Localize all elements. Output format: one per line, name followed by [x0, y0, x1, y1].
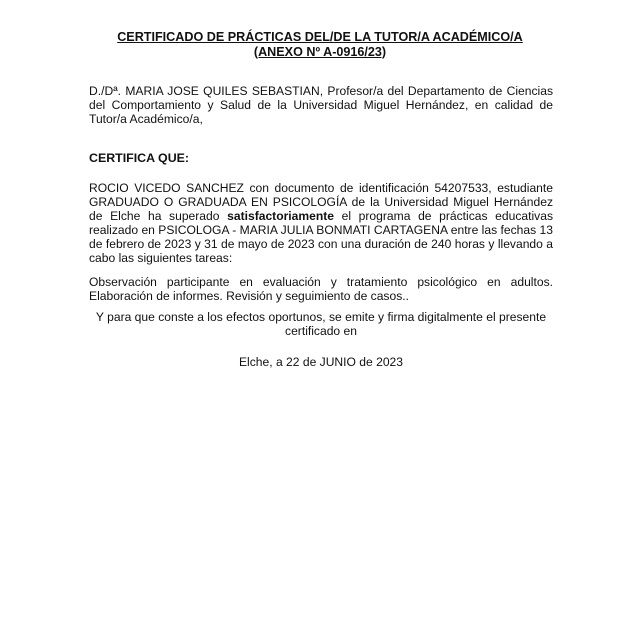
place-and-date: Elche, a 22 de JUNIO de 2023: [238, 355, 404, 369]
certifies-heading: CERTIFICA QUE:: [89, 151, 190, 165]
closing-statement: [89, 310, 553, 338]
document-title: [60, 30, 580, 59]
certification-text-end: el programa de prácticas educativas realizado en PSICOLOGA - MARIA JULIA BONMATI CARTAGENA entre las fechas 13 de febrero de 2023 y 31 de mayo de 2023 con una duración de 240 horas y llevando a cabo las siguientes tareas:: [89, 209, 553, 265]
tutor-intro-paragraph: D./Dª. MARIA JOSE QUILES SEBASTIAN, Profesor/a del Departamento de Ciencias del Comportamiento y Salud de la Universidad Miguel Hernández, en calidad de Tutor/a Académico/a,: [89, 84, 553, 126]
closing-line-1: Y para que conste a los efectos oportunos, se emite y firma digitalmente el presente: [95, 310, 547, 324]
title-line-2-annex-number: (ANEXO Nº A-0916/23): [253, 44, 387, 59]
title-line-1: CERTIFICADO DE PRÁCTICAS DEL/DE LA TUTOR/A ACADÉMICO/A: [117, 30, 523, 44]
closing-line-2: certificado en: [285, 324, 357, 338]
tasks-paragraph: Observación participante en evaluación y tratamiento psicológico en adultos. Elaboración de informes. Revisión y seguimiento de casos..: [89, 275, 553, 303]
certification-result-bold: satisfactoriamente: [227, 209, 334, 223]
student-certification-paragraph: [89, 181, 553, 265]
certification-text-start: ROCIO VICEDO SANCHEZ con documento de identificación 54207533, estudiante GRADUADO O GRADUADA EN PSICOLOGÍA de la Universidad Miguel Hernández de Elche ha superado: [89, 181, 553, 223]
